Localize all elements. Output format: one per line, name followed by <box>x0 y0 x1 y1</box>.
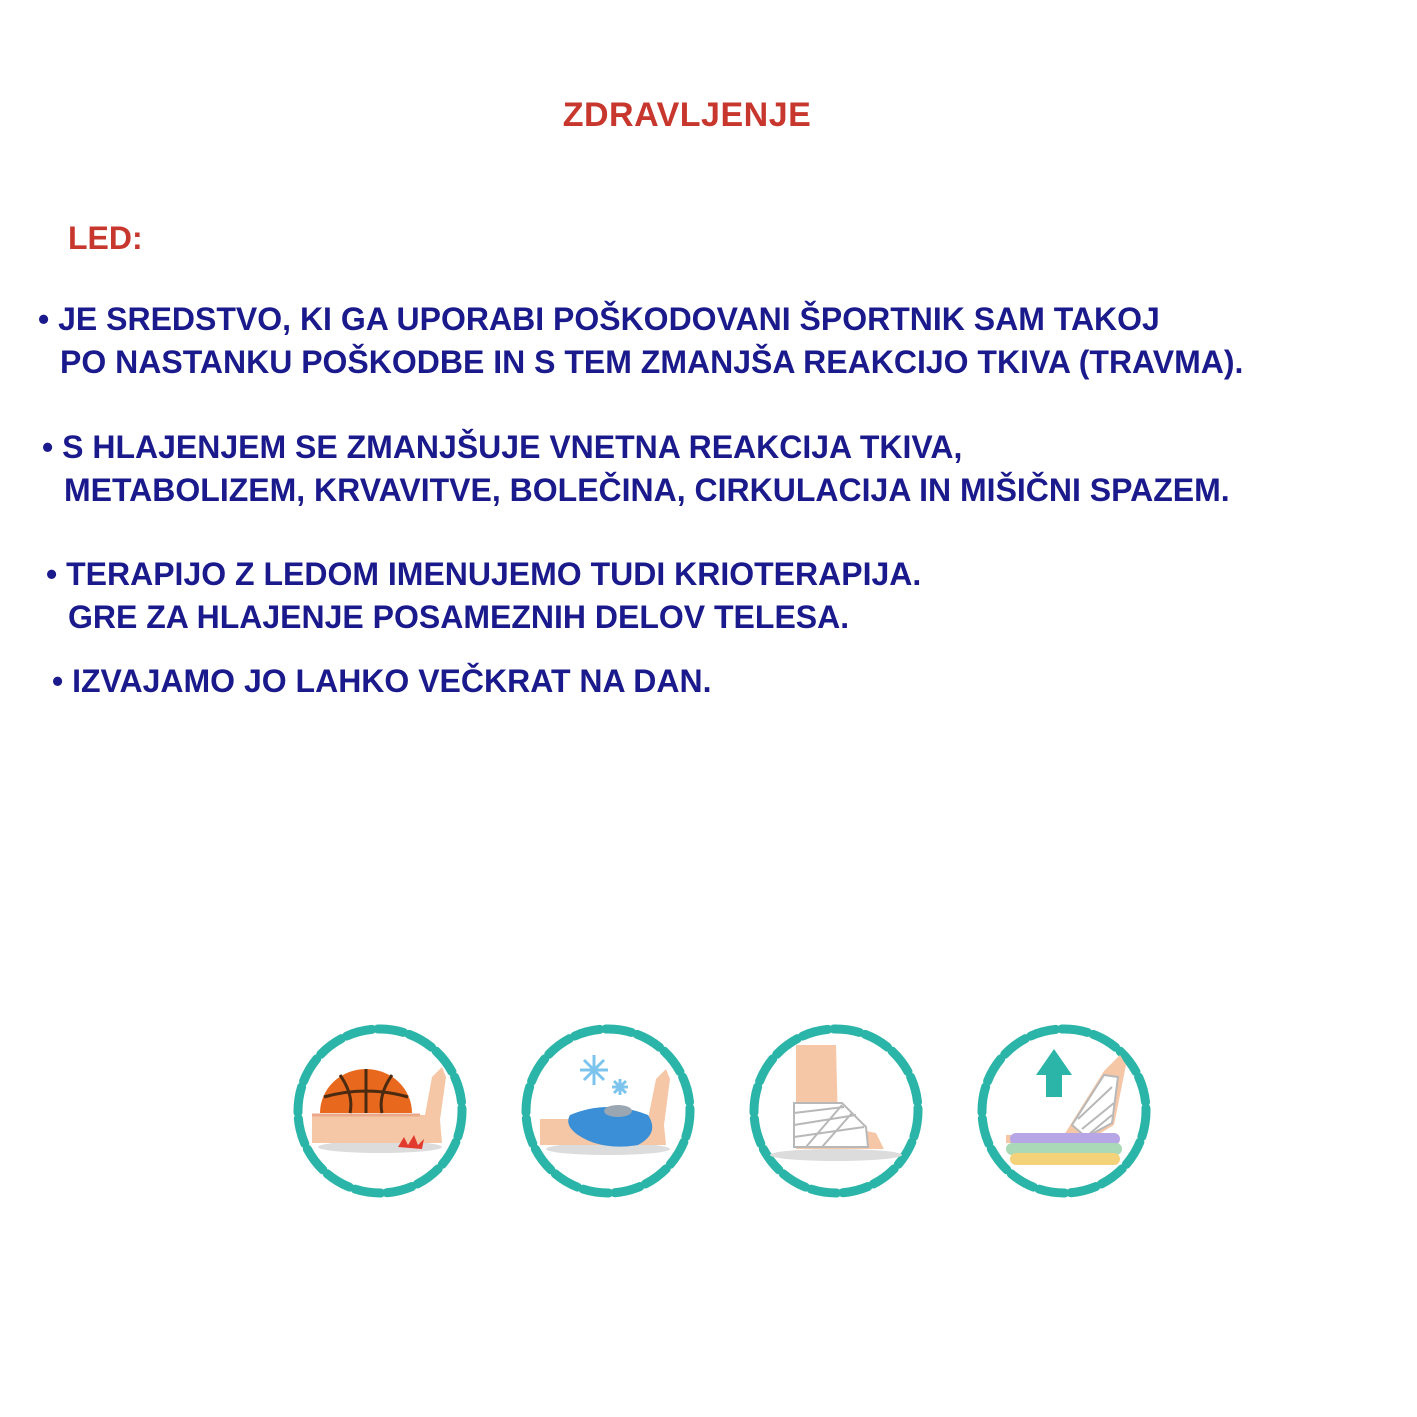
bullet-3-line-1: • TERAPIJO Z LEDOM IMENUJEMO TUDI KRIOTERAPIJA. <box>46 556 922 592</box>
bullet-2-line-1: • S HLAJENJEM SE ZMANJŠUJE VNETNA REAKCIJA TKIVA, <box>42 429 963 465</box>
bullet-2-line-2: METABOLIZEM, KRVAVITVE, BOLEČINA, CIRKULACIJA IN MIŠIČNI SPAZEM. <box>64 472 1230 508</box>
page-title: ZDRAVLJENJE <box>562 96 812 134</box>
injury-basketball-icon <box>270 1015 490 1210</box>
ice-pack-icon <box>498 1015 718 1210</box>
bullet-1 <box>38 298 1243 384</box>
treatment-icons-row <box>270 1015 1170 1210</box>
compression-bandage-icon <box>726 1015 946 1210</box>
bullet-1-line-2: PO NASTANKU POŠKODBE IN S TEM ZMANJŠA REAKCIJO TKIVA (TRAVMA). <box>60 344 1244 380</box>
elevation-icon <box>954 1015 1174 1210</box>
section-label-led: LED: <box>68 220 143 256</box>
bullet-4 <box>52 660 712 703</box>
bullet-3 <box>46 553 921 639</box>
bullet-3-line-2: GRE ZA HLAJENJE POSAMEZNIH DELOV TELESA. <box>68 599 850 635</box>
bullet-1-line-1: • JE SREDSTVO, KI GA UPORABI POŠKODOVANI ŠPORTNIK SAM TAKOJ <box>38 301 1160 337</box>
bullet-2 <box>42 426 1230 512</box>
bullet-4-line-1: • IZVAJAMO JO LAHKO VEČKRAT NA DAN. <box>52 663 712 699</box>
